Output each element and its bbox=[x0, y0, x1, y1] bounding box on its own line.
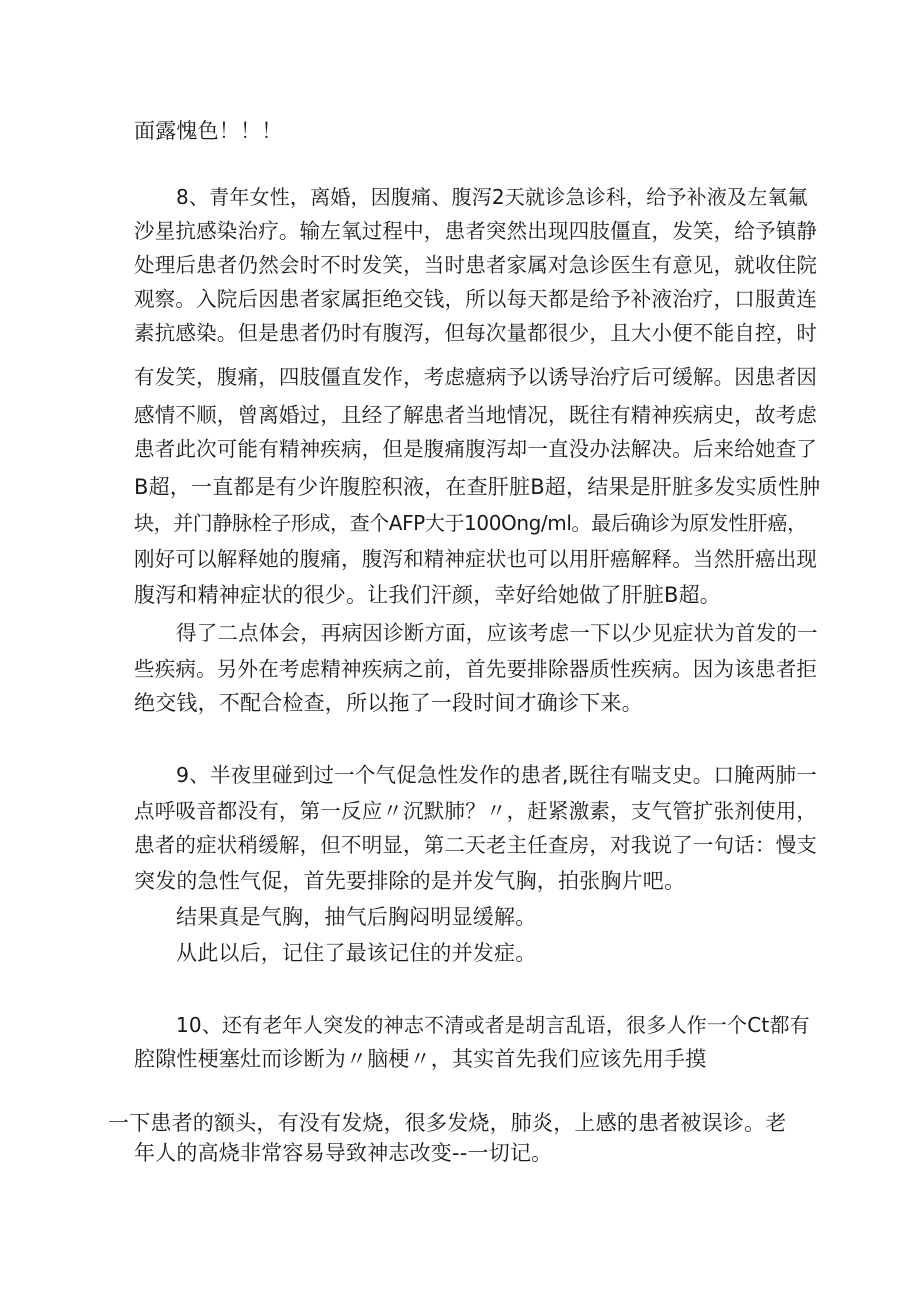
case8-line-6: 有发笑，腹痛，四肢僵直发作，考虑癔病予以诱导治疗后可缓解。因患者因 bbox=[134, 365, 818, 389]
case8-line-4: 观察。入院后因患者家属拒绝交钱，所以每天都是给予补液治疗，口服黄连 bbox=[134, 287, 818, 311]
case9-line-1: 9、半夜里碰到过一个气促急性发作的患者,既往有喘支史。口腌两肺一 bbox=[176, 763, 817, 787]
case8-line-7: 感情不顺，曾离婚过，且经了解患者当地情况，既往有精神疾病史，故考虑 bbox=[134, 403, 818, 427]
case10-continuation-1: 一下患者的额头，有没有发烧，很多发烧，肺炎，上感的患者被误诊。老 bbox=[108, 1111, 787, 1135]
case10-line-1: 10、还有老年人突发的神志不清或者是胡言乱语，很多人作一个Ct都有 bbox=[176, 1013, 810, 1037]
case8-line-1: 8、青年女性，离婚，因腹痛、腹泻2天就诊急诊科，给予补液及左氧氟 bbox=[176, 185, 808, 209]
case8-line-3: 处理后患者仍然会时不时发笑，当时患者家属对急诊医生有意见，就收住院 bbox=[134, 253, 818, 277]
case8-reflection-3: 绝交钱，不配合检查，所以拖了一段时间才确诊下来。 bbox=[134, 691, 643, 715]
case8-reflection-1: 得了二点体会，再病因诊断方面，应该考虑一下以少见症状为首发的一 bbox=[176, 621, 818, 645]
case8-line-5: 素抗感染。但是患者仍时有腹泻，但每次量都很少，且大小便不能自控，时 bbox=[134, 321, 818, 345]
case8-reflection-2: 些疾病。另外在考虑精神疾病之前，首先要排除器质性疾病。因为该患者拒 bbox=[134, 657, 818, 681]
case8-line-11: 刚好可以解释她的腹痛，腹泻和精神症状也可以用肝癌解释。当然肝癌出现 bbox=[134, 547, 818, 571]
case9-result: 结果真是气胸，抽气后胸闷明显缓解。 bbox=[176, 905, 537, 929]
case8-line-8: 患者此次可能有精神疾病，但是腹痛腹泻却一直没办法解决。后来给她查了 bbox=[134, 437, 818, 461]
case8-line-10: 块，并门静脉栓子形成，查个AFP大于100Ong/ml。最后确诊为原发性肝癌， bbox=[134, 511, 807, 535]
case10-continuation-2: 年人的高烧非常容易导致神志改变--一切记。 bbox=[134, 1141, 553, 1165]
case10-line-2: 腔隙性梗塞灶而诊断为〃脑梗〃，其实首先我们应该先用手摸 bbox=[134, 1047, 707, 1071]
case9-line-3: 患者的症状稍缓解，但不明显，第二天老主任查房，对我说了一句话：慢支 bbox=[134, 833, 818, 857]
case8-line-12: 腹泻和精神症状的很少。让我们汗颜，幸好给她做了肝脏B超。 bbox=[134, 583, 722, 607]
case9-lesson: 从此以后，记住了最该记住的并发症。 bbox=[176, 941, 537, 965]
case9-line-2: 点呼吸音都没有，第一反应〃沉默肺？〃，赶紧激素，支气管扩张剂使用， bbox=[134, 799, 818, 823]
case8-line-2: 沙星抗感染治疗。输左氧过程中，患者突然出现四肢僵直，发笑，给予镇静 bbox=[134, 219, 818, 243]
case9-line-4: 突发的急性气促，首先要排除的是并发气胸，拍张胸片吧。 bbox=[134, 869, 686, 893]
closing-line: 面露愧色！！！ bbox=[134, 119, 283, 143]
case8-line-9: B超，一直都是有少许腹腔积液，在查肝脏B超，结果是肝脏多发实质性肿 bbox=[134, 475, 821, 499]
